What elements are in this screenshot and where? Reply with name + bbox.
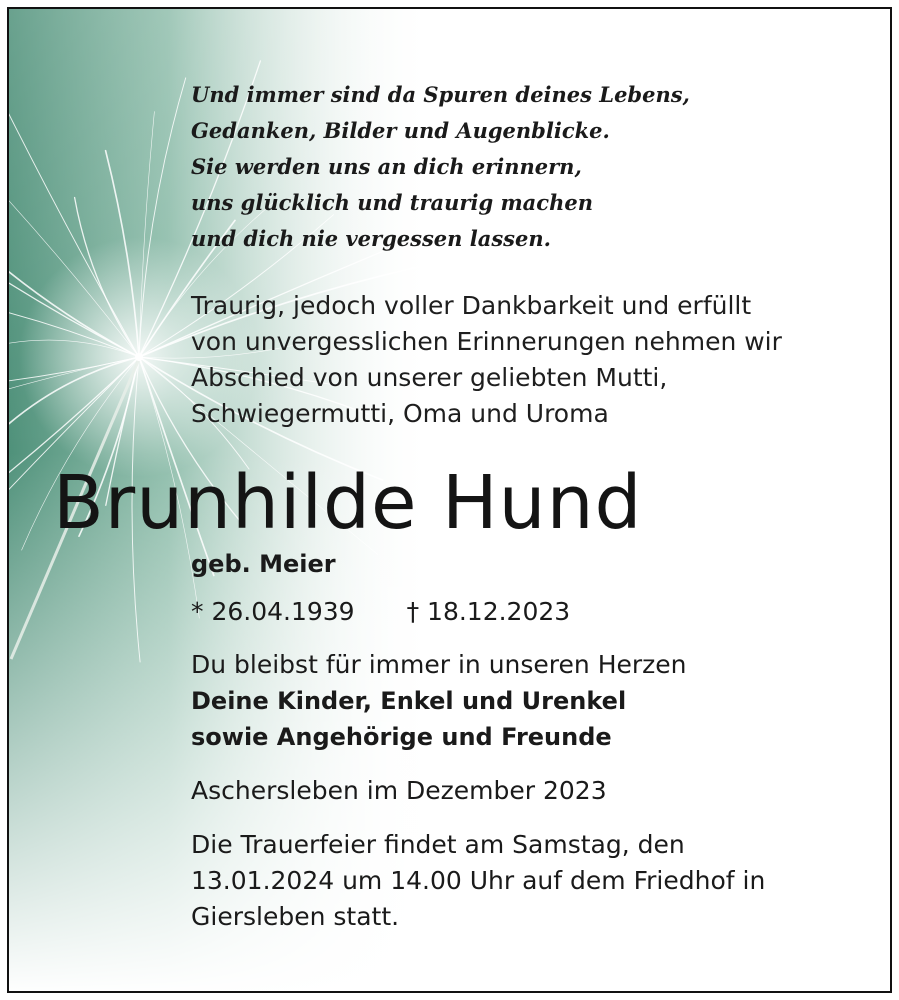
obituary-notice [7,7,892,993]
life-dates [191,594,570,630]
ceremony-line: Giersleben statt. [191,902,400,931]
intro-line: von unvergesslichen Erinnerungen nehmen wir [191,327,782,356]
ceremony-line: 13.01.2024 um 14.00 Uhr auf dem Friedhof in [191,866,766,895]
place-and-date: Aschersleben im Dezember 2023 [191,776,607,805]
ceremony-line: Die Trauerfeier findet am Samstag, den [191,830,685,859]
family-line: sowie Angehörige und Freunde [191,723,612,751]
intro-line: Abschied von unserer geliebten Mutti, [191,363,668,392]
deceased-name: Brunhilde Hund [53,460,643,546]
intro-text [191,288,782,432]
funeral-ceremony-info [191,827,765,935]
maiden-name: geb. Meier [191,550,336,578]
death-date: † 18.12.2023 [406,597,571,626]
poem-line: uns glücklich und traurig machen [191,190,593,215]
poem-line: Sie werden uns an dich erinnern, [191,154,582,179]
birth-date: * 26.04.1939 [191,597,355,626]
family-line: Deine Kinder, Enkel und Urenkel [191,687,627,715]
poem-line: Und immer sind da Spuren deines Lebens, [191,82,690,107]
intro-line: Traurig, jedoch voller Dankbarkeit und erfüllt [191,291,752,320]
poem-line: Gedanken, Bilder und Augenblicke. [191,118,610,143]
closing-line: Du bleibst für immer in unseren Herzen [191,650,687,679]
poem-line: und dich nie vergessen lassen. [191,226,551,251]
notice-content [9,9,892,993]
memorial-poem [191,77,690,257]
closing-block [191,647,687,755]
intro-line: Schwiegermutti, Oma und Uroma [191,399,609,428]
